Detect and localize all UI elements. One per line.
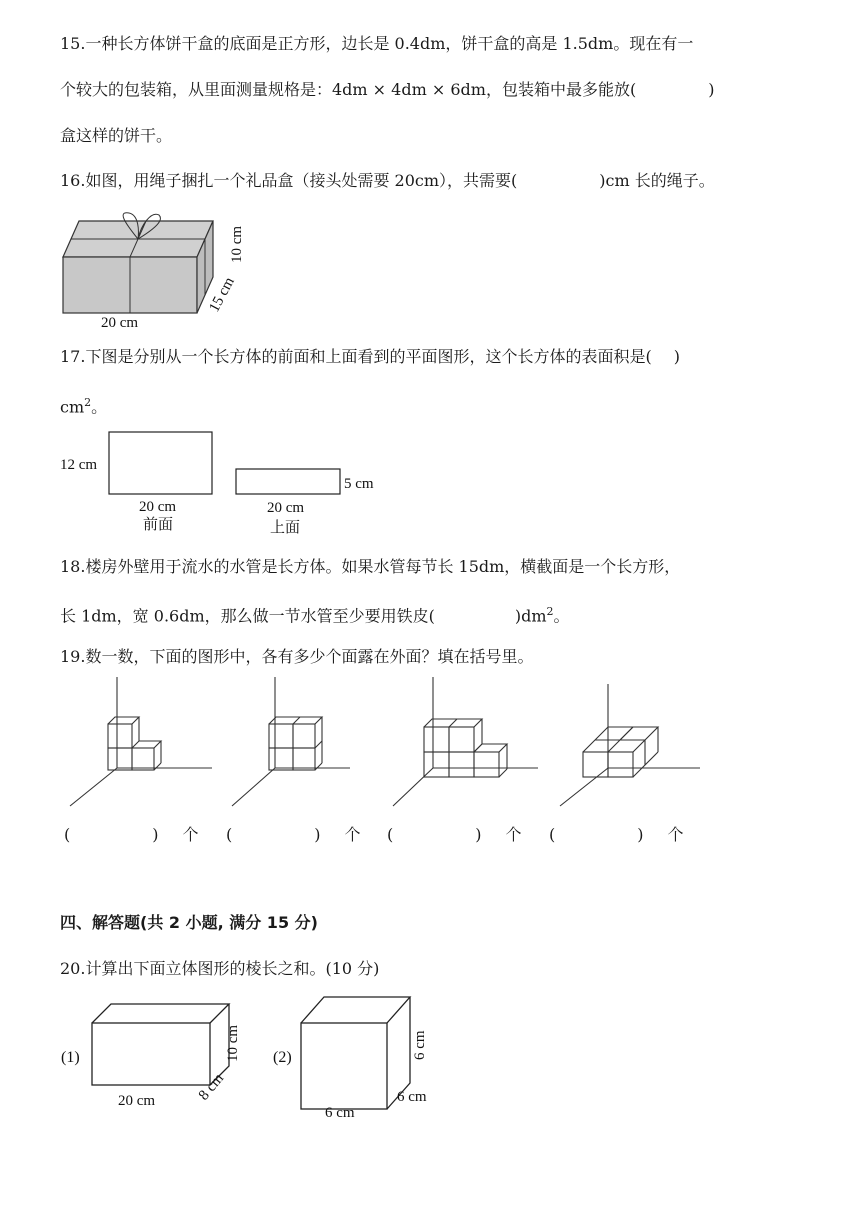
q19-blank-close: ) bbox=[475, 825, 482, 844]
q20-fig1-label: (1) bbox=[61, 1049, 80, 1066]
q19-blank-open: ( bbox=[387, 825, 394, 844]
q19-unit: 个 bbox=[182, 825, 199, 844]
q17-top-caption: 上面 bbox=[270, 520, 301, 536]
q17-front-height-label: 12 cm bbox=[60, 457, 98, 473]
q15-line2-close: ) bbox=[708, 80, 715, 99]
q15-line2 bbox=[60, 79, 714, 101]
q15-line1: 15.一种长方体饼干盒的底面是正方形，边长是 0.4dm，饼干盒的高是 1.5dm。现在有一 bbox=[60, 34, 694, 53]
q18-line1: 18.楼房外壁用于流水的水管是长方体。如果水管每节长 15dm，横截面是一个长方形， bbox=[60, 557, 681, 576]
q19-figure-1 bbox=[70, 677, 212, 806]
q19-blank-close: ) bbox=[152, 825, 159, 844]
q17-unit-base: cm bbox=[60, 397, 85, 417]
q19-figure-2 bbox=[232, 677, 350, 806]
q19-unit: 个 bbox=[344, 825, 361, 844]
q19-answer-1[interactable] bbox=[64, 822, 199, 845]
q16-text bbox=[60, 170, 715, 192]
q20-cube-figure bbox=[301, 997, 410, 1109]
q18-line2-after: )dm bbox=[514, 606, 547, 626]
q20-fig2-bottom-label: 6 cm bbox=[325, 1105, 355, 1121]
q15-line2-text: 个较大的包装箱，从里面测量规格是：4dm × 4dm × 6dm，包装箱中最多能放( bbox=[60, 80, 637, 99]
q17-unit-line bbox=[60, 392, 107, 418]
q20-fig1-width-label: 8 cm bbox=[195, 1070, 228, 1104]
q17-top-depth-label: 5 cm bbox=[344, 476, 374, 492]
q19-blank-close: ) bbox=[637, 825, 644, 844]
q16-height-label: 10 cm bbox=[229, 225, 245, 263]
q16-text-after: )cm 长的绳子。 bbox=[599, 171, 715, 190]
q19-answer-4[interactable] bbox=[549, 822, 684, 845]
q18-line2 bbox=[60, 601, 570, 627]
q19-answer-3[interactable] bbox=[387, 822, 522, 845]
q20-fig2-height-label: 6 cm bbox=[412, 1030, 428, 1060]
q16-width-label: 15 cm bbox=[206, 274, 238, 315]
q19-figure-3 bbox=[393, 677, 538, 806]
q17-unit-sup: 2 bbox=[84, 396, 92, 409]
q19-unit: 个 bbox=[505, 825, 522, 844]
section-4-title: 四、解答题(共 2 小题, 满分 15 分) bbox=[60, 913, 318, 932]
q20-fig2-label: (2) bbox=[273, 1049, 292, 1066]
q17-text bbox=[60, 346, 680, 368]
q16-length-label: 20 cm bbox=[101, 315, 139, 331]
q17-front-width-label: 20 cm bbox=[139, 499, 177, 515]
q19-unit: 个 bbox=[667, 825, 684, 844]
q17-views-figure bbox=[55, 425, 395, 540]
q20-fig1-height-label: 10 cm bbox=[225, 1024, 241, 1062]
q18-line2-text: 长 1dm，宽 0.6dm，那么做一节水管至少要用铁皮( bbox=[60, 606, 435, 626]
q20-fig1-length-label: 20 cm bbox=[118, 1093, 156, 1109]
q17-top-width-label: 20 cm bbox=[267, 500, 305, 516]
q20-figures bbox=[55, 990, 445, 1125]
q19-blank-open: ( bbox=[226, 825, 233, 844]
q19-cubes-figure bbox=[60, 672, 720, 812]
q16-gift-box-figure bbox=[55, 205, 255, 335]
q17-text-close: ) bbox=[673, 347, 680, 366]
q18-line2-tail: 。 bbox=[553, 606, 570, 626]
q20-fig2-side-label: 6 cm bbox=[397, 1089, 427, 1105]
q19-text: 19.数一数，下面的图形中，各有多少个面露在外面？填在括号里。 bbox=[60, 647, 534, 666]
q20-text: 20.计算出下面立体图形的棱长之和。(10 分) bbox=[60, 959, 380, 978]
q19-blank-open: ( bbox=[64, 825, 71, 844]
q16-text-before: 16.如图，用绳子捆扎一个礼品盒（接头处需要 20cm），共需要( bbox=[60, 171, 518, 190]
q17-top-view-rect bbox=[236, 469, 340, 494]
q15-line3: 盒这样的饼干。 bbox=[60, 126, 173, 145]
q20-cuboid-figure bbox=[92, 1004, 229, 1085]
q18-unit-sup: 2 bbox=[546, 605, 554, 618]
q19-blank-close: ) bbox=[314, 825, 321, 844]
q17-unit-tail: 。 bbox=[91, 397, 108, 417]
q17-text-before: 17.下图是分别从一个长方体的前面和上面看到的平面图形，这个长方体的表面积是( bbox=[60, 347, 652, 366]
q17-front-view-rect bbox=[109, 432, 212, 494]
q19-figure-4 bbox=[560, 684, 700, 806]
q19-answer-2[interactable] bbox=[226, 822, 361, 845]
q19-blank-open: ( bbox=[549, 825, 556, 844]
q17-front-caption: 前面 bbox=[143, 517, 174, 533]
